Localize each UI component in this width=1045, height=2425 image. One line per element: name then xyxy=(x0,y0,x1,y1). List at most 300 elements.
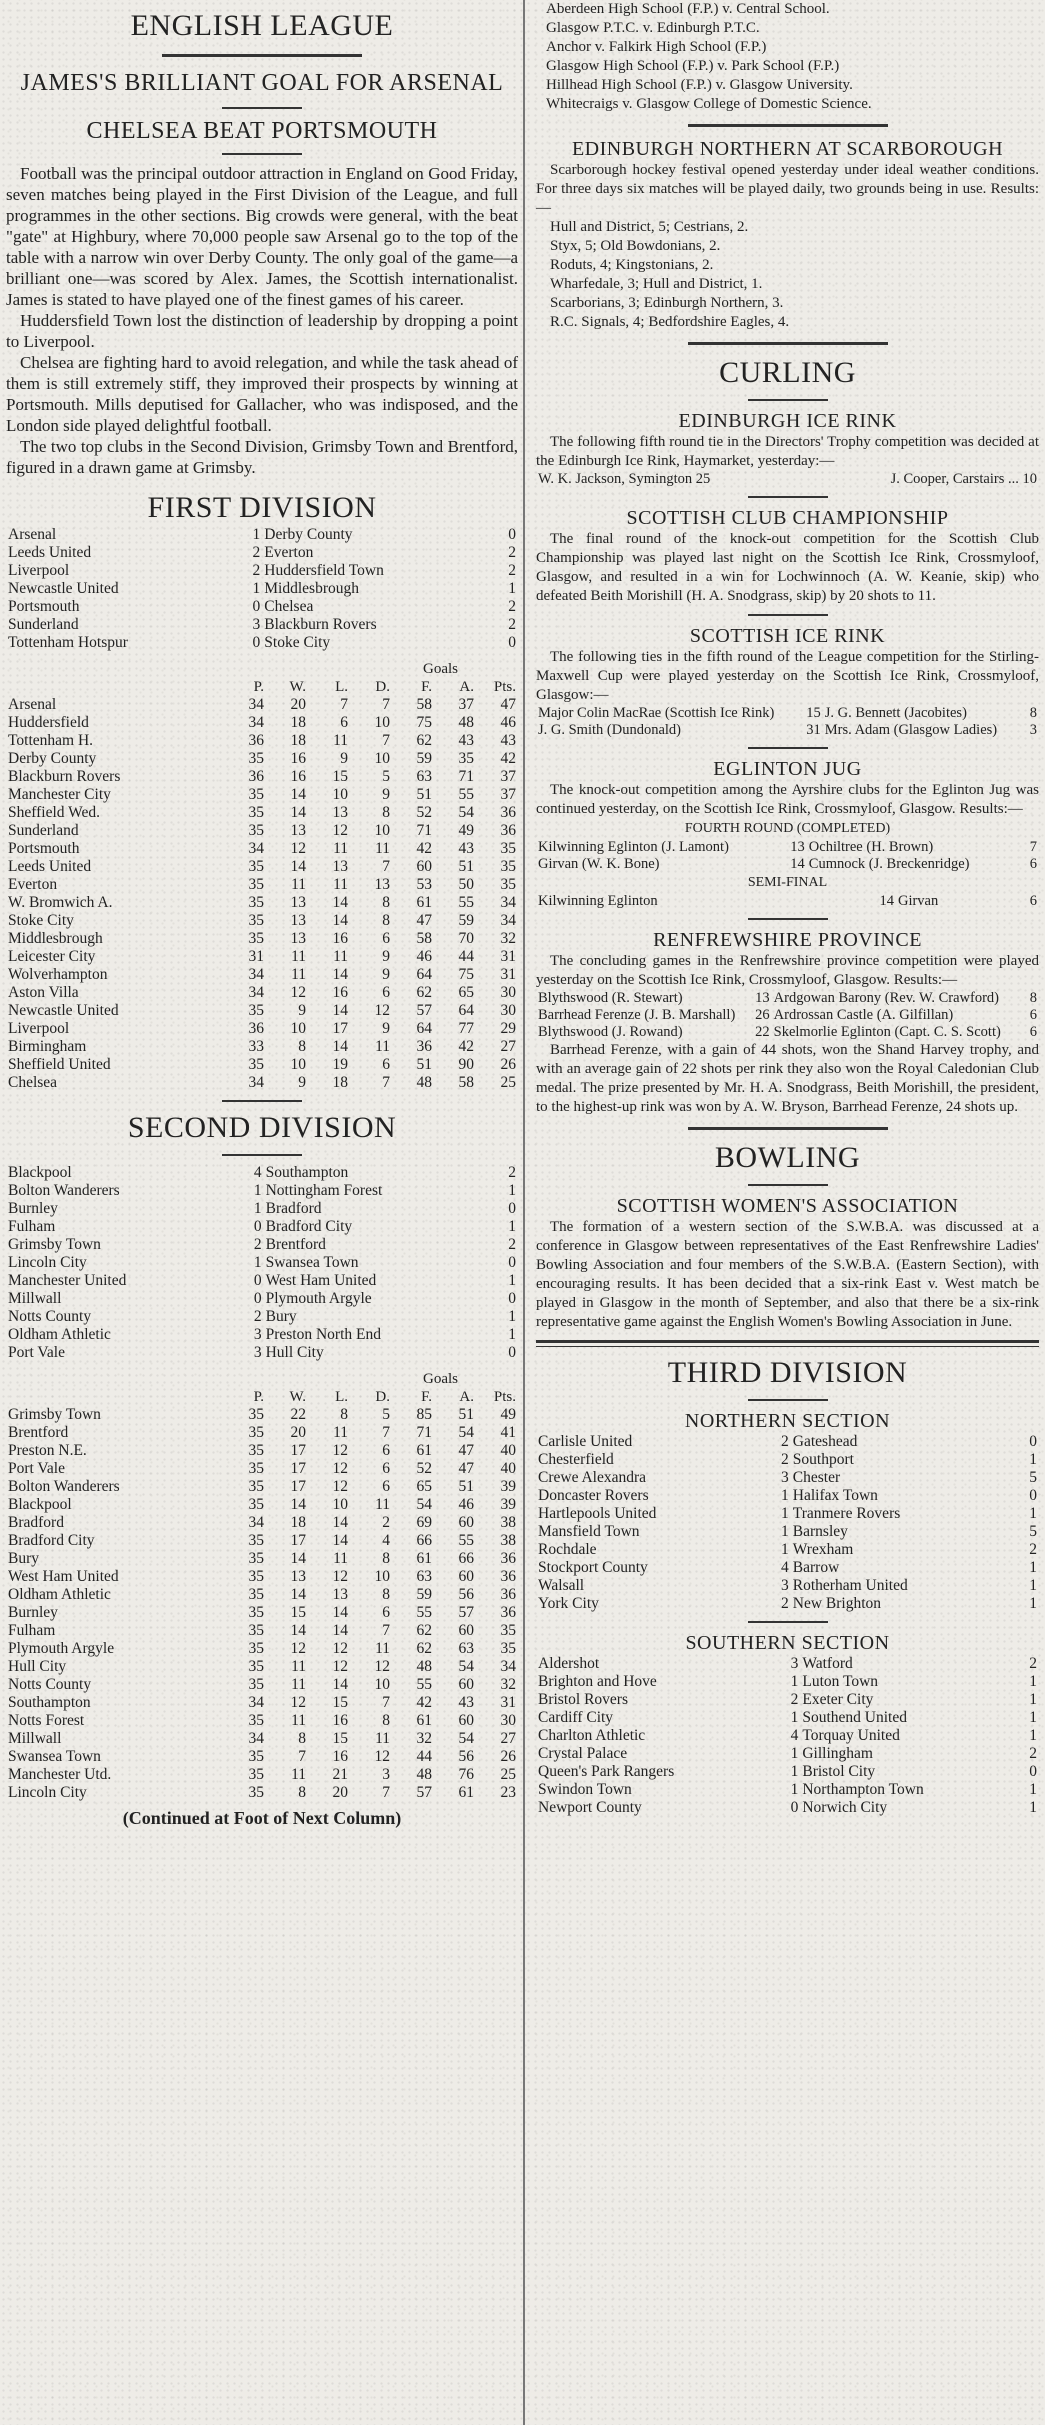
stat-cell: 48 xyxy=(458,714,474,731)
stat-cell: 11 xyxy=(291,1766,306,1783)
stat-cell: 76 xyxy=(458,1766,474,1783)
home-score: 1 xyxy=(781,1505,789,1522)
stat-cell: 43 xyxy=(500,732,516,749)
away-team: Southampton xyxy=(265,1164,349,1181)
home-team: Bristol Rovers xyxy=(538,1691,628,1708)
team-name: Stoke City xyxy=(8,912,74,929)
away-team: Ardrossan Castle (A. Gilfillan) xyxy=(773,1007,954,1023)
result-row xyxy=(6,580,518,598)
team-name: Bradford xyxy=(8,1514,64,1531)
result-row xyxy=(6,616,518,634)
stat-cell: 25 xyxy=(500,1074,516,1091)
result-row xyxy=(6,598,518,616)
result-row xyxy=(6,526,518,544)
table-row xyxy=(6,1568,518,1586)
stat-cell: 75 xyxy=(416,714,432,731)
table-row xyxy=(6,1442,518,1460)
home-team: Brighton and Hove xyxy=(538,1673,657,1690)
stat-cell: 6 xyxy=(382,1056,390,1073)
away-team: Girvan xyxy=(897,893,939,909)
home-team: Portsmouth xyxy=(8,598,80,615)
home-team: Mansfield Town xyxy=(538,1523,640,1540)
stat-cell: 5 xyxy=(382,768,390,785)
stat-cell: 15 xyxy=(332,1730,348,1747)
column-header: D. xyxy=(375,679,390,695)
away-score: 1 xyxy=(1029,1799,1037,1816)
away-team: Blackburn Rovers xyxy=(264,616,377,633)
stat-cell: 8 xyxy=(298,1730,306,1747)
team-name: Tottenham H. xyxy=(8,732,94,749)
away-team: Chelsea xyxy=(264,598,314,615)
list-item: Styx, 5; Old Bowdonians, 2. xyxy=(550,238,721,254)
stat-cell: 30 xyxy=(500,1712,516,1729)
stat-cell: 7 xyxy=(382,858,390,875)
home-team: J. G. Smith (Dundonald) xyxy=(538,722,681,738)
northern-section-results xyxy=(536,1433,1039,1613)
home-score: 0 xyxy=(252,598,261,615)
table-row xyxy=(6,822,518,840)
away-team: Stoke City xyxy=(264,634,331,651)
stat-cell: 26 xyxy=(500,1056,516,1073)
stat-cell: 35 xyxy=(248,1442,264,1459)
team-name: Brentford xyxy=(8,1424,69,1441)
away-score: 8 xyxy=(1029,990,1037,1006)
table-row xyxy=(6,1514,518,1532)
stat-cell: 90 xyxy=(458,1056,474,1073)
stat-cell: 75 xyxy=(458,966,474,983)
divider xyxy=(748,399,828,401)
home-score: 1 xyxy=(790,1763,799,1780)
home-team: Manchester United xyxy=(8,1272,127,1289)
stat-cell: 65 xyxy=(458,984,474,1001)
stat-cell: 14 xyxy=(290,786,306,803)
result-row xyxy=(6,1290,518,1308)
table-row xyxy=(6,1694,518,1712)
home-score: 4 xyxy=(253,1164,262,1181)
away-score: 1 xyxy=(508,1308,516,1325)
home-team: Hartlepools United xyxy=(538,1505,657,1522)
stat-cell: 37 xyxy=(500,768,516,785)
stat-cell: 27 xyxy=(500,1038,516,1055)
stat-cell: 39 xyxy=(500,1496,516,1513)
home-team: York City xyxy=(538,1595,599,1612)
away-score: 1 xyxy=(1029,1595,1037,1612)
stat-cell: 13 xyxy=(290,894,306,911)
stat-cell: 56 xyxy=(458,1586,474,1603)
list-item: Whitecraigs v. Glasgow College of Domestic Science. xyxy=(546,96,872,112)
stat-cell: 35 xyxy=(500,1622,516,1639)
result-row xyxy=(6,1344,518,1362)
stat-cell: 13 xyxy=(332,1586,348,1603)
stat-cell: 71 xyxy=(416,1424,432,1441)
stat-cell: 10 xyxy=(332,1496,348,1513)
stat-cell: 6 xyxy=(340,714,348,731)
stat-cell: 50 xyxy=(458,876,474,893)
stat-cell: 14 xyxy=(332,912,348,929)
away-score: 5 xyxy=(1029,1523,1037,1540)
stat-cell: 35 xyxy=(248,1532,264,1549)
team-name: Everton xyxy=(8,876,58,893)
stat-cell: 11 xyxy=(291,1676,306,1693)
team-name: Birmingham xyxy=(8,1038,87,1055)
stat-cell: 60 xyxy=(416,858,432,875)
stat-cell: 9 xyxy=(382,786,390,803)
result-row xyxy=(536,1451,1039,1469)
table-row xyxy=(6,858,518,876)
table-row xyxy=(6,1056,518,1074)
stat-cell: 7 xyxy=(382,1074,390,1091)
stat-cell: 42 xyxy=(458,1038,474,1055)
team-name: Preston N.E. xyxy=(8,1442,87,1459)
stat-cell: 34 xyxy=(500,912,516,929)
table-row xyxy=(6,1730,518,1748)
stat-cell: 70 xyxy=(458,930,474,947)
stat-cell: 59 xyxy=(416,1586,432,1603)
table-row xyxy=(6,912,518,930)
article-body xyxy=(6,163,518,478)
stat-cell: 39 xyxy=(500,1478,516,1495)
team-name: Wolverhampton xyxy=(8,966,108,983)
result-row xyxy=(536,705,1039,722)
away-score: 1 xyxy=(508,580,516,597)
southern-section-results xyxy=(536,1655,1039,1817)
table-row xyxy=(6,1020,518,1038)
result-row xyxy=(6,1236,518,1254)
stat-cell: 12 xyxy=(332,1460,348,1477)
stat-cell: 64 xyxy=(416,1020,432,1037)
stat-cell: 35 xyxy=(248,912,264,929)
stat-cell: 51 xyxy=(416,1056,432,1073)
stat-cell: 35 xyxy=(248,1748,264,1765)
home-score: 31 xyxy=(806,722,821,738)
team-name: Grimsby Town xyxy=(8,1406,101,1423)
team-name: Middlesbrough xyxy=(8,930,103,947)
away-team: Mrs. Adam (Glasgow Ladies) xyxy=(824,722,998,738)
home-score: 26 xyxy=(755,1007,770,1023)
away-team: Watford xyxy=(802,1655,853,1672)
stat-cell: 66 xyxy=(458,1550,474,1567)
table-row xyxy=(6,1038,518,1056)
renfrewshire-text: The concluding games in the Renfrewshire province competition were played yesterday on the Scottish Ice Rink, Crossmyloof, Glasgow. Results:— xyxy=(536,953,1039,988)
stat-cell: 35 xyxy=(500,840,516,857)
away-team: Luton Town xyxy=(802,1673,879,1690)
article-paragraph: The two top clubs in the Second Division, Grimsby Town and Brentford, figured in a drawn game at Grimsby. xyxy=(6,437,518,477)
column-header: Pts. xyxy=(493,1389,516,1405)
home-team: Queen's Park Rangers xyxy=(538,1763,675,1780)
away-score: 1 xyxy=(508,1272,516,1289)
team-name: W. Bromwich A. xyxy=(8,894,113,911)
stat-cell: 35 xyxy=(248,1784,264,1801)
away-score: 0 xyxy=(508,526,516,543)
stat-cell: 19 xyxy=(332,1056,348,1073)
away-score: 1 xyxy=(508,1218,516,1235)
stat-cell: 14 xyxy=(290,1550,306,1567)
stat-cell: 12 xyxy=(374,1658,390,1675)
stat-cell: 14 xyxy=(332,1676,348,1693)
stat-cell: 11 xyxy=(333,876,348,893)
stat-cell: 49 xyxy=(458,822,474,839)
list-item: Wharfedale, 3; Hull and District, 1. xyxy=(550,276,763,292)
team-name: Bradford City xyxy=(8,1532,95,1549)
stat-cell: 16 xyxy=(332,1712,348,1729)
home-team: Kilwinning Eglinton (J. Lamont) xyxy=(538,839,729,855)
stat-cell: 40 xyxy=(500,1442,516,1459)
result-away: J. Cooper, Carstairs ... 10 xyxy=(890,471,1037,487)
stat-cell: 8 xyxy=(340,1406,348,1423)
home-team: Notts County xyxy=(8,1308,92,1325)
stat-cell: 9 xyxy=(382,966,390,983)
table-row xyxy=(6,1424,518,1442)
column-header: W. xyxy=(289,679,306,695)
result-row xyxy=(536,1691,1039,1709)
hockey-fixtures-list xyxy=(536,0,1039,114)
stat-cell: 62 xyxy=(416,1640,432,1657)
stat-cell: 12 xyxy=(290,984,306,1001)
home-team: Girvan (W. K. Bone) xyxy=(538,856,660,872)
list-item: R.C. Signals, 4; Bedfordshire Eagles, 4. xyxy=(550,314,790,330)
first-division-results xyxy=(6,526,518,652)
article-paragraph: Football was the principal outdoor attraction in England on Good Friday, seven matches being played in the First Division of the League, and full programmes in the other sections. Big crowds were general, with the beat "gate" at Highbury, where 70,000 people saw Arsenal go to the top of the table with a narrow win over Derby County. The only goal of the game—a brilliant one—was scored by Alex. James, the Scottish internationalist. James is stated to have played one of the finest games of his career. xyxy=(6,164,518,309)
table-header-row xyxy=(6,1388,518,1406)
divider xyxy=(222,1154,302,1156)
home-team: Fulham xyxy=(8,1218,56,1235)
list-item: Hull and District, 5; Cestrians, 2. xyxy=(550,219,749,235)
stat-cell: 12 xyxy=(332,1478,348,1495)
table-row xyxy=(6,732,518,750)
stat-cell: 36 xyxy=(248,732,264,749)
result-row xyxy=(6,562,518,580)
result-row xyxy=(536,1024,1039,1041)
home-score: 14 xyxy=(790,856,805,872)
team-name: Notts County xyxy=(8,1676,92,1693)
stat-cell: 31 xyxy=(500,948,516,965)
stat-cell: 52 xyxy=(416,804,432,821)
team-name: Port Vale xyxy=(8,1460,65,1477)
team-name: Newcastle United xyxy=(8,1002,119,1019)
stat-cell: 55 xyxy=(458,894,474,911)
away-team: New Brighton xyxy=(792,1595,882,1612)
home-team: Burnley xyxy=(8,1200,58,1217)
stat-cell: 26 xyxy=(500,1748,516,1765)
stat-cell: 57 xyxy=(416,1002,432,1019)
stat-cell: 55 xyxy=(458,1532,474,1549)
stat-cell: 15 xyxy=(332,1694,348,1711)
table-row xyxy=(6,714,518,732)
list-item: Anchor v. Falkirk High School (F.P.) xyxy=(546,39,767,55)
stat-cell: 7 xyxy=(382,732,390,749)
stat-cell: 32 xyxy=(500,1676,516,1693)
home-score: 2 xyxy=(781,1433,789,1450)
away-score: 1 xyxy=(508,1182,516,1199)
stat-cell: 64 xyxy=(416,966,432,983)
away-team: Bury xyxy=(265,1308,297,1325)
result-row xyxy=(536,1007,1039,1024)
swba-text: The formation of a western section of the S.W.B.A. was discussed at a conference in Glasgow between representatives of the East Renfrewshire Ladies' Bowling Association and four members of the S.W.B.A. (Eastern Section), with encouraging results. It has been decided that a six-rink East v. West match be played in Glasgow in the month of September, and also that there be a six-rink representative game against the English Women's Bowling Association in June. xyxy=(536,1219,1039,1330)
stat-cell: 35 xyxy=(500,858,516,875)
result-row xyxy=(6,1254,518,1272)
team-name: Derby County xyxy=(8,750,97,767)
home-team: Blythswood (J. Rowand) xyxy=(538,1024,683,1040)
stat-cell: 46 xyxy=(458,1496,474,1513)
result-row xyxy=(536,1559,1039,1577)
team-header xyxy=(6,678,224,696)
article-paragraph: Huddersfield Town lost the distinction of leadership by dropping a point to Liverpool. xyxy=(6,311,518,351)
team-name: Blackburn Rovers xyxy=(8,768,121,785)
stat-cell: 30 xyxy=(500,1002,516,1019)
home-score: 1 xyxy=(253,1182,262,1199)
stat-cell: 7 xyxy=(382,1622,390,1639)
stat-cell: 38 xyxy=(500,1514,516,1531)
stat-cell: 54 xyxy=(416,1496,432,1513)
table-row xyxy=(6,984,518,1002)
home-score: 0 xyxy=(253,1290,262,1307)
column-header: A. xyxy=(459,1389,474,1405)
stat-cell: 37 xyxy=(458,696,474,713)
team-name: Lincoln City xyxy=(8,1784,87,1801)
stat-cell: 14 xyxy=(290,1622,306,1639)
home-team: Lincoln City xyxy=(8,1254,87,1271)
stat-cell: 12 xyxy=(374,1002,390,1019)
list-item: Glasgow P.T.C. v. Edinburgh P.T.C. xyxy=(546,20,760,36)
away-score: 1 xyxy=(1029,1709,1037,1726)
stat-cell: 64 xyxy=(458,1002,474,1019)
divider xyxy=(748,1399,828,1401)
goals-header-row xyxy=(6,660,518,678)
swba-title: SCOTTISH WOMEN'S ASSOCIATION xyxy=(616,1195,959,1217)
stat-cell: 8 xyxy=(382,1586,390,1603)
table-row xyxy=(6,1622,518,1640)
team-name: Fulham xyxy=(8,1622,56,1639)
result-row xyxy=(536,1541,1039,1559)
stat-cell: 13 xyxy=(374,876,390,893)
home-score: 1 xyxy=(252,526,261,543)
result-row xyxy=(536,839,1039,856)
table-row xyxy=(6,930,518,948)
stat-cell: 43 xyxy=(458,732,474,749)
team-name: Sunderland xyxy=(8,822,79,839)
away-score: 1 xyxy=(508,1326,516,1343)
stat-cell: 60 xyxy=(458,1622,474,1639)
stat-cell: 57 xyxy=(458,1604,474,1621)
stat-cell: 6 xyxy=(382,1442,390,1459)
stat-cell: 32 xyxy=(500,930,516,947)
team-name: Burnley xyxy=(8,1604,58,1621)
stat-cell: 61 xyxy=(416,1442,432,1459)
home-team: Newport County xyxy=(538,1799,642,1816)
stat-cell: 35 xyxy=(500,876,516,893)
team-name: Oldham Athletic xyxy=(8,1586,111,1603)
eglinton-jug-title: EGLINTON JUG xyxy=(713,758,862,780)
stat-cell: 51 xyxy=(458,1406,474,1423)
stat-cell: 59 xyxy=(458,912,474,929)
stat-cell: 11 xyxy=(333,1550,348,1567)
stat-cell: 63 xyxy=(416,1568,432,1585)
column-header: P. xyxy=(253,679,264,695)
away-team: Preston North End xyxy=(265,1326,381,1343)
stat-cell: 11 xyxy=(333,1424,348,1441)
result-row xyxy=(536,1781,1039,1799)
stat-cell: 17 xyxy=(290,1478,306,1495)
list-item: Scarborians, 3; Edinburgh Northern, 3. xyxy=(550,295,784,311)
stat-cell: 54 xyxy=(458,1658,474,1675)
away-score: 6 xyxy=(1029,893,1037,909)
stat-cell: 62 xyxy=(416,984,432,1001)
away-team: Bradford xyxy=(265,1200,322,1217)
stat-cell: 17 xyxy=(290,1442,306,1459)
home-score: 2 xyxy=(252,544,261,561)
table-row xyxy=(6,786,518,804)
home-score: 1 xyxy=(790,1709,799,1726)
stat-cell: 61 xyxy=(416,894,432,911)
home-team: Rochdale xyxy=(538,1541,597,1558)
away-score: 2 xyxy=(508,598,516,615)
stat-cell: 9 xyxy=(340,750,348,767)
away-team: Cumnock (J. Breckenridge) xyxy=(808,856,970,872)
away-score: 2 xyxy=(508,544,516,561)
divider xyxy=(748,1184,828,1186)
northern-section-title: NORTHERN SECTION xyxy=(684,1410,891,1432)
stat-cell: 10 xyxy=(374,1568,390,1585)
stat-cell: 12 xyxy=(332,822,348,839)
stat-cell: 42 xyxy=(416,840,432,857)
away-team: Southend United xyxy=(802,1709,907,1726)
stat-cell: 10 xyxy=(374,714,390,731)
away-team: Hull City xyxy=(265,1344,324,1361)
away-team: Northampton Town xyxy=(802,1781,924,1798)
stat-cell: 36 xyxy=(500,822,516,839)
divider xyxy=(748,614,828,616)
stat-cell: 35 xyxy=(248,1766,264,1783)
stat-cell: 48 xyxy=(416,1074,432,1091)
home-score: 0 xyxy=(253,1218,262,1235)
stat-cell: 43 xyxy=(458,840,474,857)
home-score: 3 xyxy=(781,1469,789,1486)
stat-cell: 22 xyxy=(290,1406,306,1423)
stat-cell: 6 xyxy=(382,984,390,1001)
stat-cell: 16 xyxy=(332,984,348,1001)
stat-cell: 35 xyxy=(248,876,264,893)
stat-cell: 60 xyxy=(458,1514,474,1531)
stat-cell: 7 xyxy=(298,1748,306,1765)
stat-cell: 47 xyxy=(500,696,516,713)
result-row xyxy=(536,1487,1039,1505)
stat-cell: 29 xyxy=(500,1020,516,1037)
stat-cell: 34 xyxy=(248,984,264,1001)
result-row xyxy=(536,1433,1039,1451)
renfrewshire-note: Barrhead Ferenze, with a gain of 44 shots, won the Shand Harvey trophy, and with an average gain of 22 shots per rink they also won the Royal Caledonian Club medal. The prize presented by Mr. H. A. Snodgrass, Beith Morishill, the president, to the highest-up rink was won by A. W. Bryson, Barrhead Ferenze, 24 shots up. xyxy=(536,1042,1039,1115)
stat-cell: 18 xyxy=(290,732,306,749)
stat-cell: 35 xyxy=(248,1586,264,1603)
team-name: Leicester City xyxy=(8,948,96,965)
stat-cell: 12 xyxy=(290,1640,306,1657)
away-score: 8 xyxy=(1029,705,1037,721)
away-team: Ochiltree (H. Brown) xyxy=(808,839,934,855)
stat-cell: 11 xyxy=(375,1496,390,1513)
second-division-league-table xyxy=(6,1370,518,1802)
stat-cell: 61 xyxy=(416,1712,432,1729)
hockey-results-list xyxy=(536,218,1039,332)
stat-cell: 51 xyxy=(458,858,474,875)
home-score: 1 xyxy=(781,1523,789,1540)
stat-cell: 34 xyxy=(248,1514,264,1531)
home-score: 1 xyxy=(790,1673,799,1690)
stat-cell: 11 xyxy=(333,840,348,857)
stat-cell: 13 xyxy=(290,930,306,947)
edinburgh-ice-rink-text: The following fifth round tie in the Directors' Trophy competition was decided at the Edinburgh Ice Rink, Haymarket, yesterday:— xyxy=(536,434,1039,469)
stat-cell: 44 xyxy=(458,948,474,965)
second-division-title: SECOND DIVISION xyxy=(127,1111,397,1144)
stat-cell: 77 xyxy=(458,1020,474,1037)
